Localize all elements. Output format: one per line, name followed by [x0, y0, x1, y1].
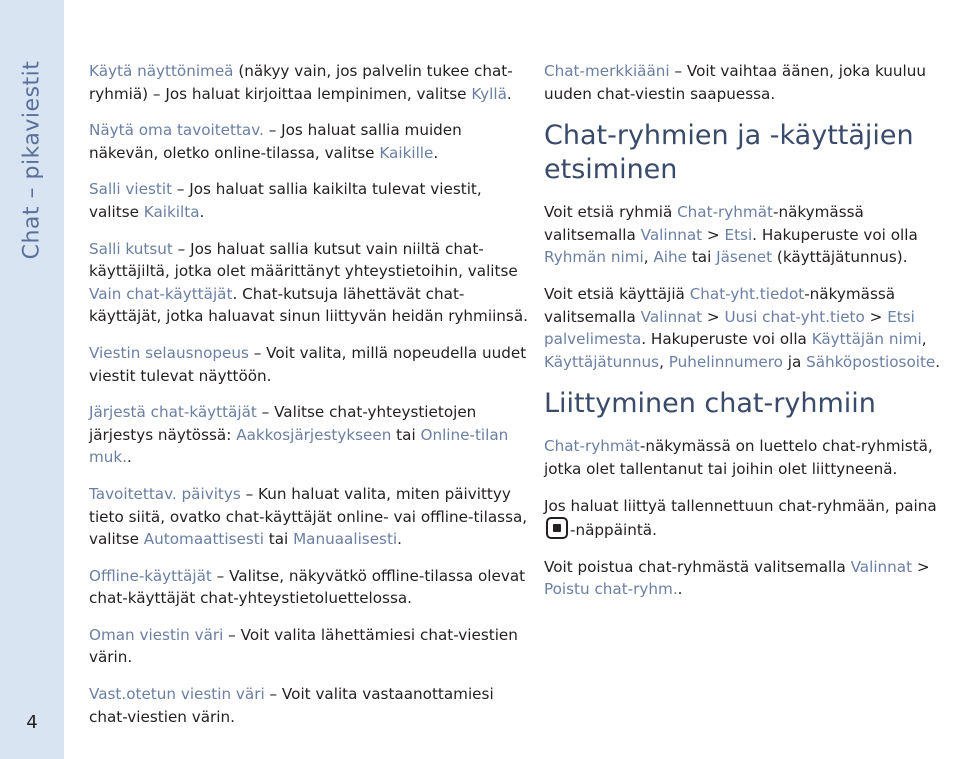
page-number: 4	[26, 712, 38, 733]
chapter-title: Chat – pikaviestit	[19, 60, 45, 260]
setting-offline-users: Offline-käyttäjät – Valitse, näkyvätkö offline-tilassa olevat chat-käyttäjät chat-yhteystietoluettelossa.	[89, 566, 526, 608]
chapter-sidebar	[0, 0, 64, 759]
join-list-paragraph: Chat-ryhmät-näkymässä on luettelo chat-ryhmistä, jotka olet tallentanut tai joihin olet liittyneenä.	[544, 437, 933, 478]
setting-chat-tone: Chat-merkkiääni – Voit vaihtaa äänen, joka kuuluu uuden chat-viestin saapuessa.	[544, 62, 927, 103]
setting-availability-refresh: Tavoitettav. päivitys – Kun haluat valita, miten päivittyy tieto siitä, ovatko chat-käyttäjät online- vai offline-tilassa, valitse Automaattisesti tai Manuaalisesti.	[89, 484, 528, 549]
setting-allow-invites: Salli kutsut – Jos haluat sallia kutsut vain niiltä chat-käyttäjiltä, jotka olet määrittänyt yhteystietoihin, valitse Vain chat-käyttäjät. Chat-kutsuja lähettävät chat-käyttäjät, jotka haluavat sinun liittyvän heidän ryhmiinsä.	[89, 239, 528, 326]
setting-allow-messages: Salli viestit – Jos haluat sallia kaikilta tulevat viestit, valitse Kaikilta.	[89, 180, 482, 221]
search-groups-paragraph: Voit etsiä ryhmiä Chat-ryhmät-näkymässä valitsemalla Valinnat > Etsi. Hakuperuste voi olla Ryhmän nimi, Aihe tai Jäsenet (käyttäjätunnus).	[544, 203, 918, 267]
setting-received-message-color: Vast.otetun viestin väri – Voit valita vastaanottamiesi chat-viestien värin.	[89, 685, 494, 726]
search-users-paragraph: Voit etsiä käyttäjiä Chat-yht.tiedot-näkymässä valitsemalla Valinnat > Uusi chat-yht.tieto > Etsi palvelimesta. Hakuperuste voi olla Käyttäjän nimi, Käyttäjätunnus, Puhelinnumero ja Sähköpostiosoite.	[544, 284, 941, 371]
join-saved-paragraph: Jos haluat liittyä tallennettuun chat-ryhmään, paina -näppäintä.	[544, 496, 937, 540]
setting-show-availability: Näytä oma tavoitettav. – Jos haluat sallia muiden näkevän, oletko online-tilassa, valitse Kaikille.	[89, 121, 462, 162]
left-column	[89, 60, 529, 742]
setting-own-message-color: Oman viestin väri – Voit valita lähettämiesi chat-viestien värin.	[89, 625, 518, 667]
section-heading-join: Liittyminen chat-ryhmiin	[544, 388, 876, 420]
setting-sort-users: Järjestä chat-käyttäjät – Valitse chat-yhteystietojen järjestys näytössä: Aakkosjärjestykseen tai Online-tilan muk..	[89, 403, 509, 467]
section-heading-search: Chat-ryhmien ja -käyttäjien etsiminen	[544, 120, 914, 186]
right-column	[544, 60, 949, 615]
setting-screen-name: Käytä näyttönimeä (näkyy vain, jos palvelin tukee chat-ryhmiä) – Jos haluat kirjoittaa lempinimen, valitse Kyllä.	[89, 62, 513, 103]
scroll-key-icon	[546, 517, 568, 539]
setting-scroll-speed: Viestin selausnopeus – Voit valita, millä nopeudella uudet viestit tulevat näyttöön.	[89, 343, 527, 385]
leave-group-paragraph: Voit poistua chat-ryhmästä valitsemalla Valinnat > Poistu chat-ryhm..	[544, 557, 930, 599]
